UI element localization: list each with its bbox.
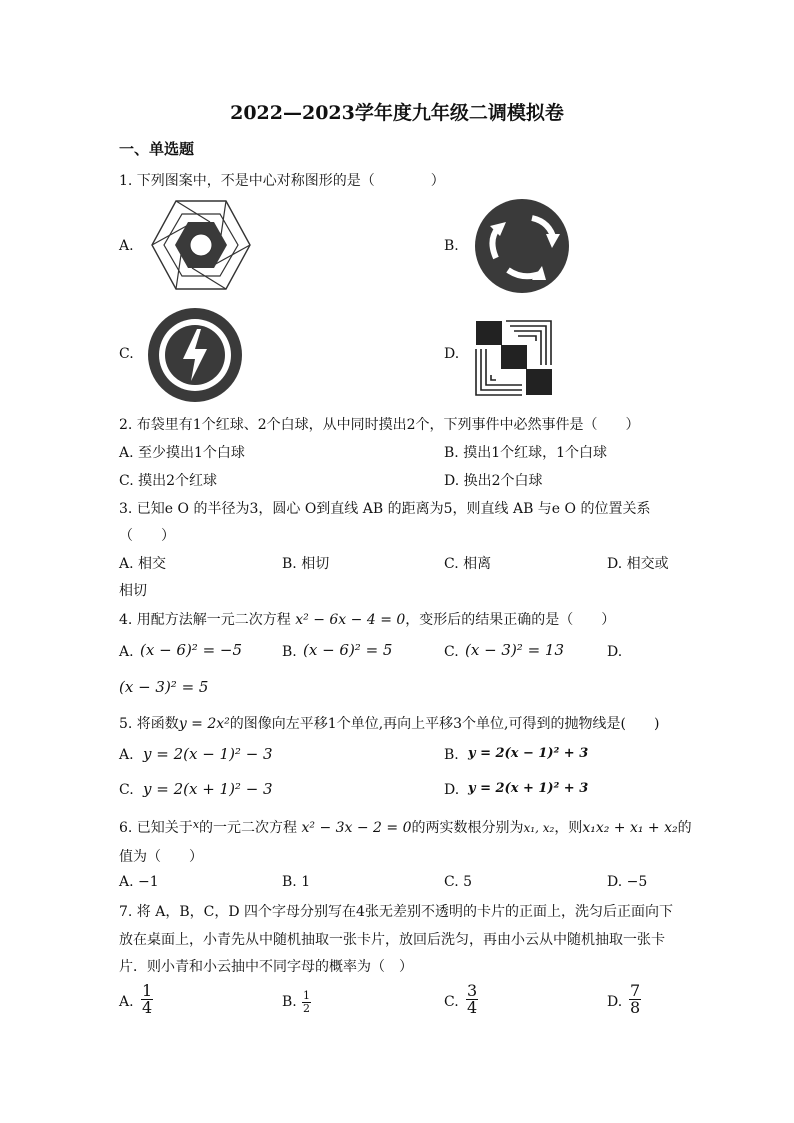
q5-option-b: y = 2(x − 1)² + 3: [468, 746, 589, 761]
q5-option-a-label: A.: [119, 747, 134, 763]
question-7-line-3: 片．则小青和小云抽中不同字母的概率为（ ）: [119, 959, 413, 975]
q4-option-a-label: A.: [119, 644, 134, 660]
q5-option-c-label: C.: [119, 782, 134, 798]
q7-a-denominator: 4: [142, 998, 153, 1017]
q5-option-d: y = 2(x + 1)² + 3: [468, 781, 589, 796]
q2-option-d: D. 换出2个白球: [444, 473, 543, 489]
q7-b-denominator: 2: [303, 1002, 310, 1015]
q7-b-numerator: 1: [303, 989, 310, 1002]
q6-equation: x² − 3x − 2 = 0: [301, 820, 412, 836]
q6-stem-post: 的: [677, 820, 692, 836]
q7-option-d-fraction: [629, 983, 641, 1016]
lightning-circle-figure: [147, 307, 243, 403]
q6-option-b: B. 1: [282, 874, 311, 890]
q6-stem-pre: 6. 已知关于: [119, 820, 193, 836]
q7-c-denominator: 4: [467, 998, 478, 1017]
q5-func: y = 2x²: [178, 716, 230, 732]
q6-option-d: D. −5: [607, 874, 648, 890]
q4-option-c-label: C.: [444, 644, 459, 660]
section-heading: 一、单选题: [119, 140, 195, 158]
q1-option-b-label: B.: [444, 238, 459, 254]
page-title: 2022—2023学年度九年级二调模拟卷: [230, 102, 564, 124]
q3-option-a: A. 相交: [119, 556, 167, 572]
q4-stem-pre: 4. 用配方法解一元二次方程: [119, 612, 291, 628]
q5-option-c: y = 2(x + 1)² − 3: [143, 780, 273, 798]
q7-option-b-fraction: [302, 990, 311, 1015]
q6-roots: x₁, x₂: [523, 821, 555, 835]
q6-option-c: C. 5: [444, 874, 473, 890]
q4-option-d-label: D.: [607, 644, 623, 660]
q7-option-b-label: B.: [282, 994, 297, 1010]
q2-option-c: C. 摸出2个红球: [119, 473, 218, 489]
q1-option-d-label: D.: [444, 346, 460, 362]
q6-stem-mid2: 的两实数根分别为: [411, 820, 524, 836]
checker-lines-figure: [474, 319, 554, 397]
q5-stem-pre: 5. 将函数: [119, 716, 179, 732]
q6-var: x: [192, 818, 200, 831]
q7-option-d-label: D.: [607, 994, 623, 1010]
q3-option-c: C. 相离: [444, 556, 492, 572]
q4-option-c: (x − 3)² = 13: [465, 641, 565, 659]
question-2-stem: 2. 布袋里有1个红球、2个白球，从中同时摸出2个，下列事件中必然事件是（ ）: [119, 417, 640, 433]
q5-stem-post: 的图像向左平移1个单位,再向上平移3个单位,可得到的抛物线是( ): [229, 716, 660, 732]
q7-option-c-fraction: [466, 983, 478, 1016]
q4-option-d: (x − 3)² = 5: [119, 678, 209, 696]
q4-equation: x² − 6x − 4 = 0: [295, 612, 406, 628]
q4-option-a: (x − 6)² = −5: [140, 641, 243, 659]
q2-option-a: A. 至少摸出1个白球: [119, 445, 245, 461]
q6-stem-mid3: ，则: [554, 820, 583, 836]
q6-option-a: A. −1: [119, 874, 159, 890]
question-7-line-1: 7. 将 A，B，C，D 四个字母分别写在4张无差别不透明的卡片的正面上，洗匀后正面向下: [119, 904, 673, 920]
question-6-line-2: 值为（ ）: [119, 849, 203, 865]
q3-option-d: D. 相交或: [607, 556, 669, 572]
q4-stem-post: ，变形后的结果正确的是（ ）: [405, 612, 616, 628]
q7-d-denominator: 8: [630, 998, 641, 1017]
question-6-stem: [119, 817, 692, 837]
q6-stem-mid: 的一元二次方程: [199, 820, 298, 836]
question-5-stem: [119, 713, 659, 733]
question-3-paren: （ ）: [119, 528, 175, 544]
q7-d-numerator: 7: [630, 981, 641, 1000]
q1-option-c-label: C.: [119, 346, 134, 362]
q4-option-b: (x − 6)² = 5: [303, 641, 393, 659]
question-1-stem: 1. 下列图案中，不是中心对称图形的是（ ）: [119, 173, 445, 189]
q6-expr: x₁x₂ + x₁ + x₂: [582, 820, 678, 836]
q3-option-d-wrap: 相切: [119, 583, 147, 599]
circular-arrows-figure: [474, 198, 570, 294]
q2-option-b: B. 摸出1个红球，1个白球: [444, 445, 608, 461]
q3-option-b: B. 相切: [282, 556, 330, 572]
q5-option-d-label: D.: [444, 782, 460, 798]
question-7-line-2: 放在桌面上，小青先从中随机抽取一张卡片，放回后洗匀，再由小云从中随机抽取一张卡: [119, 932, 665, 948]
hexagon-shutter-figure: [150, 198, 252, 292]
q7-option-a-label: A.: [119, 994, 134, 1010]
q5-option-b-label: B.: [444, 747, 459, 763]
q7-a-numerator: 1: [142, 981, 153, 1000]
q7-option-c-label: C.: [444, 994, 459, 1010]
q5-option-a: y = 2(x − 1)² − 3: [143, 745, 273, 763]
question-3-stem: 3. 已知e O 的半径为3，圆心 O到直线 AB 的距离为5，则直线 AB 与e O 的位置关系: [119, 501, 651, 517]
q7-c-numerator: 3: [467, 981, 478, 1000]
q1-option-a-label: A.: [119, 238, 134, 254]
q4-option-b-label: B.: [282, 644, 297, 660]
q7-option-a-fraction: [141, 983, 153, 1016]
question-4-stem: [119, 609, 615, 629]
